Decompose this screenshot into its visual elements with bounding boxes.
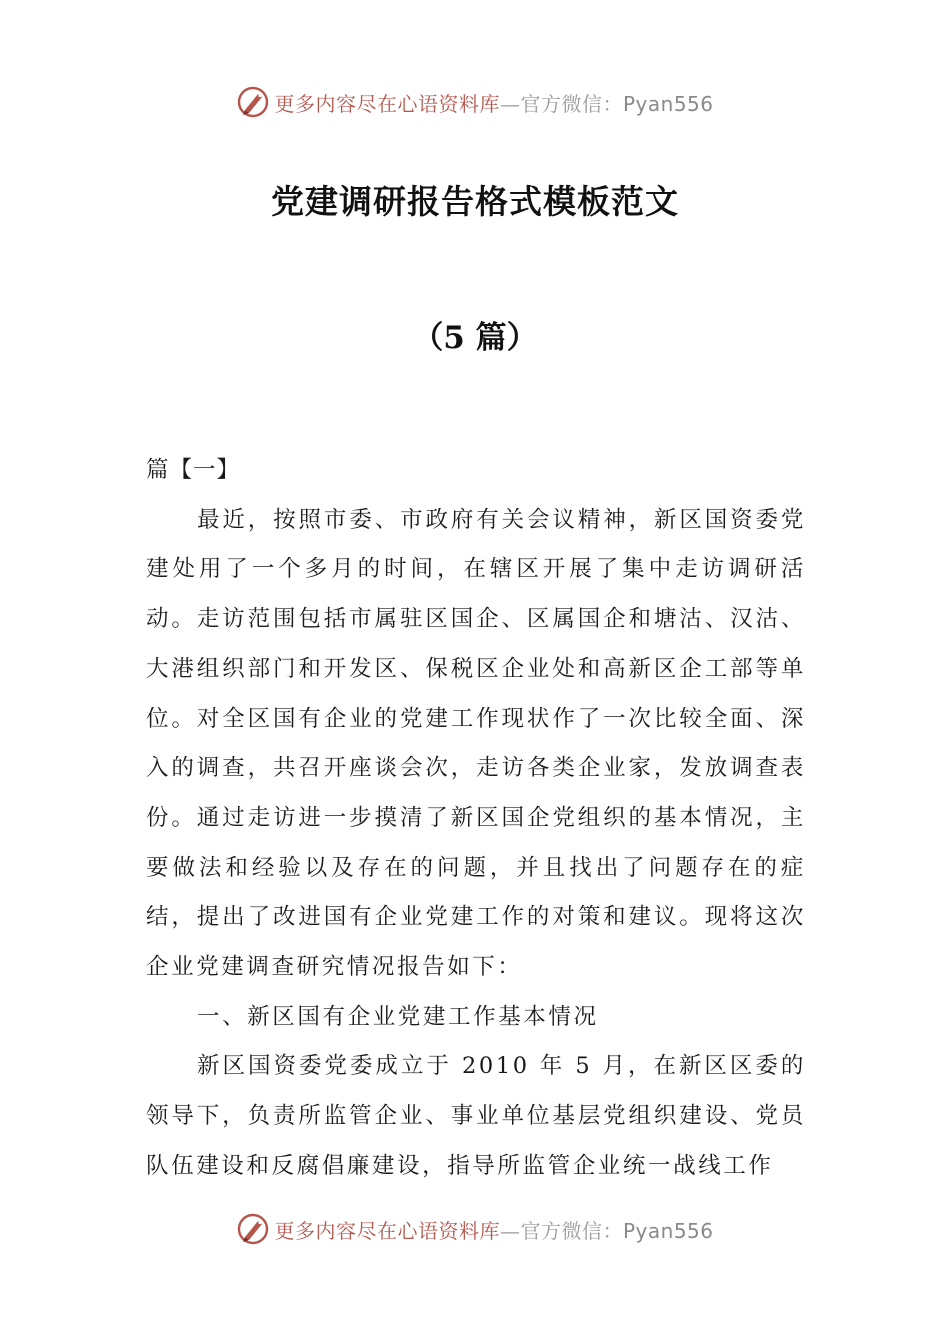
watermark-banner-top: [0, 80, 950, 124]
document-title: 党建调研报告格式模板范文: [271, 182, 679, 221]
watermark-text: 更多内容尽在心语资料库—官方微信：Pyan556: [274, 91, 714, 116]
section-heading: 一、新区国有企业党建工作基本情况: [197, 1003, 599, 1030]
document-body: [146, 446, 806, 1192]
watermark-text: 更多内容尽在心语资料库—官方微信：Pyan556: [274, 1218, 714, 1243]
pen-logo-icon: [236, 85, 270, 119]
watermark-banner-bottom: [0, 1207, 950, 1251]
body-paragraph: 最近，按照市委、市政府有关会议精神，新区国资委党建处用了一个多月的时间，在辖区开展了集中走访调研活动。走访范围包括市属驻区国企、区属国企和塘沽、汉沽、大港组织部门和开发区、保税区企业处和高新区企工部等单位。对全区国有企业的党建工作现状作了一次比较全面、深入的调查，共召开座谈会次，走访各类企业家，发放调查表份。通过走访进一步摸清了新区国企党组织的基本情况，主要做法和经验以及存在的问题，并且找出了问题存在的症结，提出了改进国有企业党建工作的对策和建议。现将这次企业党建调查研究情况报告如下：: [146, 506, 806, 981]
document-subtitle: （5 篇）: [412, 320, 538, 356]
body-paragraph: 新区国资委党委成立于 2010 年 5 月，在新区区委的领导下，负责所监管企业、事业单位基层党组织建设、党员队伍建设和反腐倡廉建设，指导所监管企业统一战线工作: [146, 1053, 806, 1179]
section-label: 篇【一】: [146, 457, 241, 483]
pen-logo-icon: [236, 1212, 270, 1246]
